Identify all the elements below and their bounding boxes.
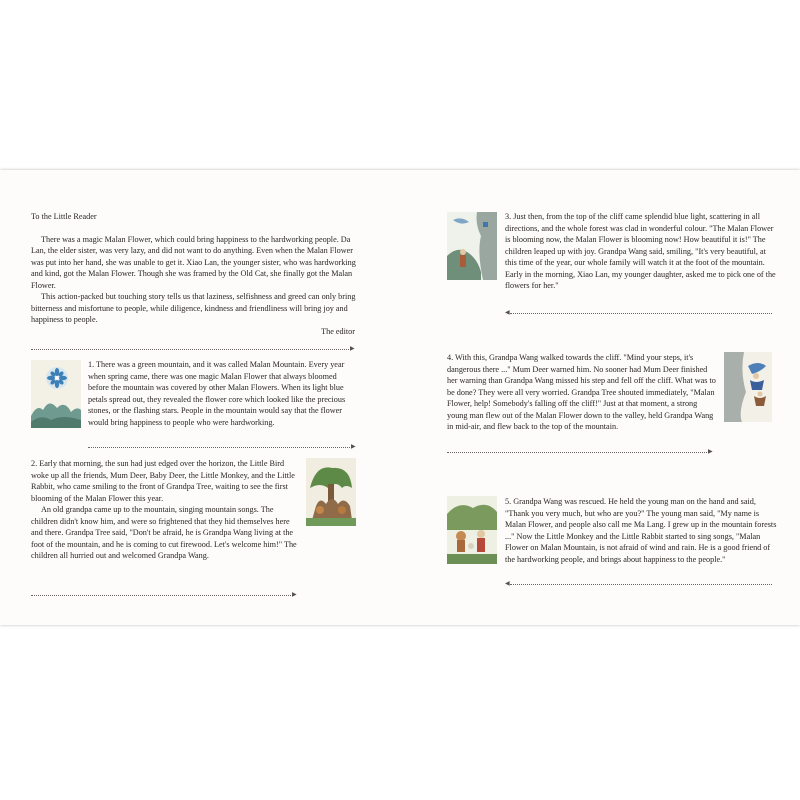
arrow-right-icon: ▶: [351, 443, 356, 450]
arrow-right-icon: ▶: [350, 345, 355, 352]
section-1-paragraph: 1. There was a green mountain, and it was called Malan Mountain. Every year when spring came, there was one magic Malan Flower that always bloomed before the mountain was covered by other Malan Flowers. When its light blue petals spread out, they revealed the flower core which looked like the precious stones, or the flashing stars. People in the mountain would say that the flower would bring happiness to people who were hardworking.: [88, 360, 346, 427]
section-2-paragraph-2: An old grandpa came up to the mountain, singing mountain songs. The children didn't know him, and were so frightened that they hid themselves here and there. Grandpa Tree said, "Don't be afraid, he is Grandpa Wang living at the foot of the mountain, and he is coming to cut firewood. Let's welcome him!" The children all hurried out and welcomed Grandpa Wang.: [31, 505, 297, 560]
animals-celebration-illustration: [447, 496, 497, 564]
divider-dots: [31, 595, 293, 596]
flying-rescue-illustration: [724, 352, 772, 422]
section-4-paragraph: 4. With this, Grandpa Wang walked towards the cliff. "Mind your steps, it's dangerous there ..." Mum Deer warned him. No sooner had Mum Deer finished her warning than Grandpa Wang missed his step and fell off the cliff. What was to be done? They were all very worried. Grandpa Tree shouted immediately, "Malan Flower, help! Somebody's falling off the cliff!" Just at that moment, a strong young man flew out of the Malan Flower down to the valley, held Grandpa Wang in mid-air, and flew back to the top of the mountain.: [447, 353, 716, 431]
arrow-left-icon: ◀: [505, 309, 510, 316]
divider-dots: [88, 447, 352, 448]
section-1-text: [88, 359, 358, 428]
intro-heading: To the Little Reader: [31, 212, 97, 221]
divider-dots: [31, 349, 351, 350]
section-5-text: [505, 496, 777, 565]
intro-signature: The editor: [321, 326, 355, 336]
section-3-text: [505, 211, 777, 292]
section-3-paragraph: 3. Just then, from the top of the cliff came splendid blue light, scattering in all directions, and the whole forest was clad in wonderful colour. "The Malan Flower is blooming now, the Malan Flower is blooming now! How beautiful it is!" The children leaped up with joy. Grandpa Wang said, smiling, "It's very beautiful, at this time of the year, our whole family will watch it at the foot of the mountain. Early in the morning, Xiao Lan, my younger daughter, asked me to pick one of the flowers for her.": [505, 212, 776, 290]
intro-paragraph-2: This action-packed but touching story tells us that laziness, selfishness and greed can only bring bitterness and misfortune to people, while diligence, kindness and friendliness will bring joy and happiness to people.: [31, 292, 356, 324]
divider-dots: [510, 584, 772, 585]
divider-dots: [510, 313, 772, 314]
section-2-text: [31, 458, 299, 562]
divider-dots: [447, 452, 709, 453]
intro-block: [31, 211, 357, 337]
section-5-paragraph: 5. Grandpa Wang was rescued. He held the young man on the hand and said, "Thank you very much, but who are you?" The young man said, "My name is Malan Flower, and people also call me Ma Lang. I grew up in the mountain forests ..." Now the Little Monkey and the Little Rabbit started to sing songs, "Malan Flower on Malan Mountain, is not afraid of wind and rain. He is a good friend of the hardworking people, and brings about happiness to the people.": [505, 497, 777, 564]
cliff-grandpa-illustration: [447, 212, 497, 280]
blue-flower-mountain-illustration: [31, 360, 81, 428]
intro-paragraph-1: There was a magic Malan Flower, which could bring happiness to the hardworking people. Da Lan, the elder sister, was very lazy, and did not want to do anything. Even when the Malan Flower was put into her hand, she was unable to get it. Xiao Lan, the younger sister, who was hardworking and kind, got the Malan Flower. Though she was framed by the Old Cat, she finally got the Malan Flower.: [31, 234, 356, 290]
arrow-right-icon: ▶: [708, 448, 713, 455]
arrow-left-icon: ◀: [505, 580, 510, 587]
section-2-paragraph-1: 2. Early that morning, the sun had just edged over the horizon, the Little Bird woke up all the friends, Mum Deer, Baby Deer, the Little Monkey, and the Little Rabbit, who came smiling to the front of Grandpa Tree, waiting to see the first blooming of the Malan Flower this year.: [31, 459, 295, 503]
section-4-text: [447, 352, 719, 433]
forest-animals-illustration: [306, 458, 356, 526]
arrow-right-icon: ▶: [292, 591, 297, 598]
